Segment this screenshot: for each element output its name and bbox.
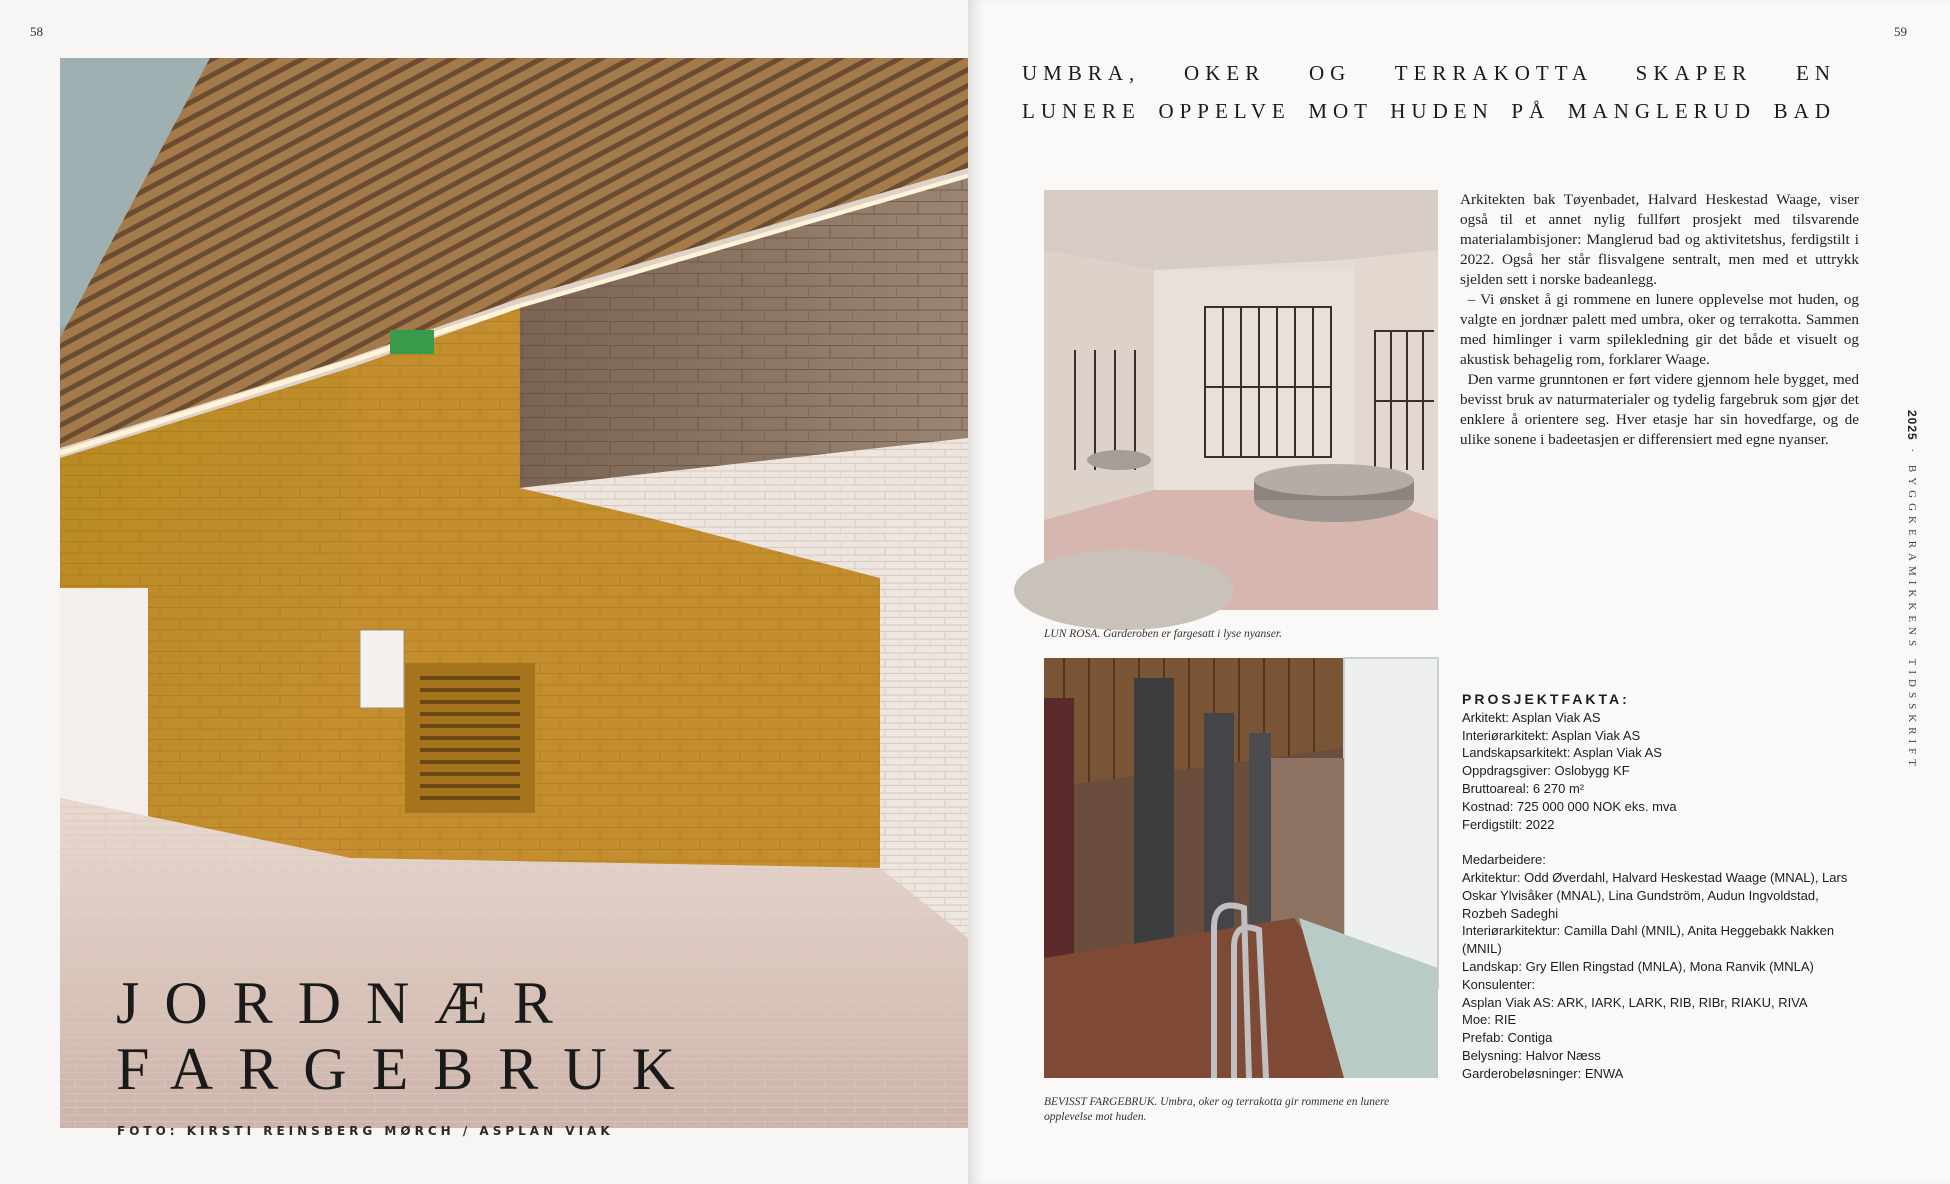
article-headline [1022,54,1836,130]
page-number-left: 58 [30,24,43,39]
facts-line: Interiørarkitektur: Camilla Dahl (MNIL), Anita Heggebakk Nakken (MNIL) [1462,923,1835,957]
facts-line: Medarbeidere: [1462,852,1546,868]
facts-line: Prefab: Contiga [1462,1030,1553,1046]
article-body [1460,190,1859,450]
facts-line: Konsulenter: [1462,976,1535,992]
spine-label [1905,410,1919,771]
changing-room-illustration [1044,190,1438,610]
headline-line2: LUNERE OPPELVE MOT HUDEN PÅ MANGLERUD BAD [1022,99,1836,123]
photo-credit: FOTO: KIRSTI REINSBERG MØRCH / ASPLAN VIAK [117,1124,614,1138]
caption-photo2: BEVISST FARGEBRUK. Umbra, oker og terrakotta gir rommene en lunere opplevelse mot huden. [1044,1096,1390,1123]
paragraph-1: Arkitekten bak Tøyenbadet, Halvard Heskestad Waage, viser også til et annet nylig fullført prosjekt med tilsvarende materialambisjoner: Manglerud bad og aktivitetshus, ferdigstilt i 2022. Også her står flisvalgene sentralt, men med et uttrykk sjelden sett i norske badeanlegg. [1460,191,1859,288]
facts-line: Kostnad: 725 000 000 NOK eks. mva [1462,798,1677,814]
facts-line: Landskap: Gry Ellen Ringstad (MNLA), Mona Ranvik (MNLA) [1462,958,1814,974]
facts-line: Landskapsarkitekt: Asplan Viak AS [1462,745,1662,761]
photo-changing-room [1044,190,1438,610]
facts-line: Interiørarkitekt: Asplan Viak AS [1462,727,1641,743]
facts-spacer [1462,833,1862,851]
facts-line: Ferdigstilt: 2022 [1462,816,1555,832]
project-facts [1462,691,1862,1083]
facts-line: Asplan Viak AS: ARK, IARK, LARK, RIB, RIBr, RIAKU, RIVA [1462,994,1808,1010]
facts-line: Arkitektur: Odd Øverdahl, Halvard Heskestad Waage (MNAL), Lars Oskar Ylvisåker (MNAL), Lina Gundström, Audun Ingvoldstad, Rozbeh Sadeghi [1462,869,1848,921]
pool-illustration [1044,658,1438,1078]
spine-name: BYGGKERAMIKKENS TIDSSKRIFT [1906,464,1918,771]
project-facts-title: PROSJEKTFAKTA: [1462,691,1630,707]
facts-line: Arkitekt: Asplan Viak AS [1462,709,1601,725]
facts-line: Garderobeløsninger: ENWA [1462,1065,1624,1081]
left-page [0,0,968,1184]
hero-title-line2: FARGEBRUK [116,1036,700,1102]
photo-pool [1044,658,1438,1078]
paragraph-3: Den varme grunntonen er ført videre gjennom hele bygget, med bevisst bruk av naturmaterialer og tydelig fargebruk som gjør det enklere å orientere seg. Hver etasje har sin hovedfarge, og de ulike sonene i badeetasjen er differensiert med egne nyanser. [1460,371,1859,448]
spine-year: 2025 [1905,410,1919,441]
facts-line: Oppdragsgiver: Oslobygg KF [1462,763,1630,779]
paragraph-2: – Vi ønsket å gi rommene en lunere opplevelse mot huden, og valgte en jordnær palett med umbra, oker og terrakotta. Sammen med himlinger i varm spilekledning gir det både et visuelt og akustisk behagelig rom, forklarer Waage. [1460,291,1859,368]
facts-line: Moe: RIE [1462,1012,1517,1028]
caption-photo1: LUN ROSA. Garderoben er fargesatt i lyse nyanser. [1044,628,1282,640]
hero-title [116,970,700,1102]
headline-line1: UMBRA, OKER OG TERRAKOTTA SKAPER EN [1022,61,1836,85]
hero-photo [60,58,968,1138]
hero-photo-illustration [60,58,968,1128]
facts-line: Bruttoareal: 6 270 m² [1462,780,1585,796]
page-number-right: 59 [1894,24,1907,39]
facts-line: Belysning: Halvor Næss [1462,1047,1601,1063]
spine-separator: · [1906,448,1918,465]
right-page [968,0,1950,1184]
hero-title-line1: JORDNÆR [116,970,578,1036]
